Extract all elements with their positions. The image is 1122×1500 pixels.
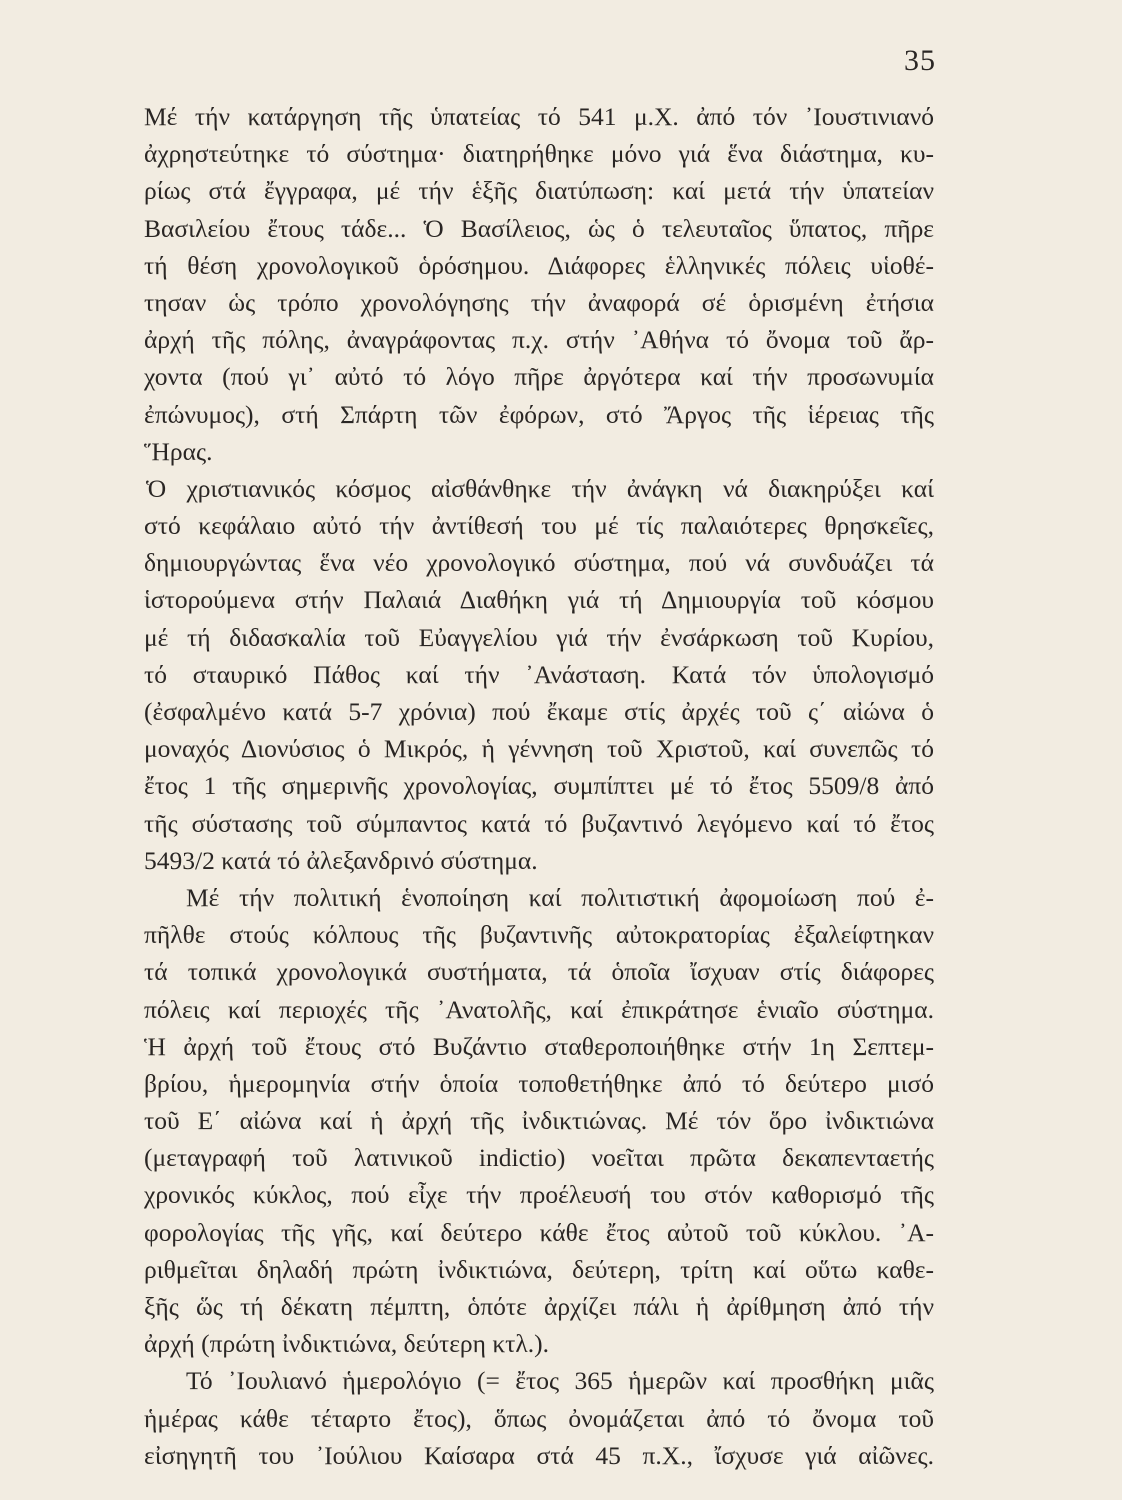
text-line: 5493/2 κατά τό ἀλεξανδρινό σύστημα. (144, 845, 538, 875)
paragraph-start: Ὁ χριστιανικός κόσμος αἰσθάνθηκε τήν ἀνάγκη νά διακηρύξει καί (146, 473, 934, 503)
text-line: ξῆς ὥς τή δέκατη πέμπτη, ὁπότε ἀρχίζει πάλι ἡ ἀρίθμηση ἀπό τήν (144, 1292, 934, 1321)
text-line: μοναχός Διονύσιος ὁ Μικρός, ἡ γέννηση τοῦ Χριστοῦ, καί συνεπῶς τό (144, 734, 934, 764)
text-line: ἐπώνυμος), στή Σπάρτη τῶν ἐφόρων, στό Ἄργος τῆς ἱέρειας τῆς (144, 399, 934, 429)
text-line: πῆλθε στούς κόλπους τῆς βυζαντινῆς αὐτοκρατορίας ἐξαλείφτηκαν (144, 920, 934, 950)
text-line: στό κεφάλαιο αὐτό τήν ἀντίθεσή του μέ τίς παλαιότερες θρησκεῖες, (144, 511, 934, 541)
paragraph-start: Τό ᾿Ιουλιανό ἡμερολόγιο (= ἔτος 365 ἡμερῶν καί προσθήκη μιᾶς (186, 1366, 934, 1396)
text-line: δημιουργώντας ἕνα νέο χρονολογικό σύστημα, πού νά συνδυάζει τά (144, 548, 934, 578)
text-line: τά τοπικά χρονολογικά συστήματα, τά ὁποῖα ἴσχυαν στίς διάφορες (144, 957, 934, 987)
text-line: εἰσηγητῆ του ᾿Ιούλιου Καίσαρα στά 45 π.Χ., ἴσχυσε γιά αἰῶνες. (144, 1440, 934, 1470)
text-line: τή θέση χρονολογικοῦ ὁρόσημου. Διάφορες ἑλληνικές πόλεις υἱοθέ- (144, 250, 934, 280)
text-line: ἔτος 1 τῆς σημερινῆς χρονολογίας, συμπίπτει μέ τό ἔτος 5509/8 ἀπό (144, 771, 934, 801)
text-line: ἀρχή (πρώτη ἰνδικτιώνα, δεύτερη κτλ.). (144, 1329, 550, 1359)
text-line: βρίου, ἡμερομηνία στήν ὁποία τοποθετήθηκε ἀπό τό δεύτερο μισό (144, 1068, 934, 1098)
text-line: Μέ τήν κατάργηση τῆς ὑπατείας τό 541 μ.Χ. ἀπό τόν ᾿Ιουστινιανό (144, 102, 934, 131)
text-line: πόλεις καί περιοχές τῆς ᾿Ανατολῆς, καί ἐπικράτησε ἑνιαῖο σύστημα. (144, 994, 934, 1024)
text-line: Ἥρας. (144, 436, 213, 466)
text-line: Ἡ ἀρχή τοῦ ἔτους στό Βυζάντιο σταθεροποιήθηκε στήν 1η Σεπτεμ- (144, 1031, 934, 1061)
text-line: (ἐσφαλμένο κατά 5-7 χρόνια) πού ἔκαμε στίς ἀρχές τοῦ ς΄ αἰώνα ὁ (144, 697, 934, 726)
text-line: τό σταυρικό Πάθος καί τήν ᾿Ανάσταση. Κατά τόν ὑπολογισμό (144, 659, 934, 689)
text-line: μέ τή διδασκαλία τοῦ Εὐαγγελίου γιά τήν ἐνσάρκωση τοῦ Κυρίου, (144, 622, 934, 652)
text-line: τῆς σύστασης τοῦ σύμπαντος κατά τό βυζαντινό λεγόμενο καί τό ἔτος (144, 808, 934, 838)
text-line: τοῦ Ε΄ αἰώνα καί ἡ ἀρχή τῆς ἰνδικτιώνας. Μέ τόν ὅρο ἰνδικτιώνα (144, 1106, 934, 1136)
text-line: τησαν ὡς τρόπο χρονολόγησης τήν ἀναφορά σέ ὁρισμένη ἐτήσια (144, 287, 934, 317)
paragraph-start: Μέ τήν πολιτική ἑνοποίηση καί πολιτιστική ἀφομοίωση πού ἐ- (186, 882, 934, 912)
text-line: ἱστορούμενα στήν Παλαιά Διαθήκη γιά τή Δημιουργία τοῦ κόσμου (144, 585, 934, 615)
text-line: ριθμεῖται δηλαδή πρώτη ἰνδικτιώνα, δεύτερη, τρίτη καί οὕτω καθε- (144, 1254, 934, 1284)
text-line: (μεταγραφή τοῦ λατινικοῦ indictio) νοεῖται πρῶτα δεκαπενταετής (144, 1143, 934, 1173)
text-line: χρονικός κύκλος, πού εἶχε τήν προέλευσή του στόν καθορισμό τῆς (144, 1180, 934, 1210)
text-line: ρίως στά ἔγγραφα, μέ τήν ἑξῆς διατύπωση: καί μετά τήν ὑπατείαν (144, 176, 934, 206)
page-number: 35 (904, 44, 936, 77)
text-line: ἡμέρας κάθε τέταρτο ἔτος), ὅπως ὀνομάζεται ἀπό τό ὄνομα τοῦ (144, 1403, 934, 1433)
text-line: φορολογίας τῆς γῆς, καί δεύτερο κάθε ἔτος αὐτοῦ τοῦ κύκλου. ᾿Α- (144, 1217, 934, 1247)
text-line: χοντα (πού γι᾿ αὐτό τό λόγο πῆρε ἀργότερα καί τήν προσωνυμία (144, 362, 934, 392)
text-line: ἀχρηστεύτηκε τό σύστημα· διατηρήθηκε μόνο γιά ἕνα διάστημα, κυ- (144, 139, 934, 169)
text-line: Βασιλείου ἔτους τάδε... Ὁ Βασίλειος, ὡς ὁ τελευταῖος ὕπατος, πῆρε (144, 213, 934, 243)
text-line: ἀρχή τῆς πόλης, ἀναγράφοντας π.χ. στήν ᾿Αθήνα τό ὄνομα τοῦ ἄρ- (144, 325, 934, 355)
body-text (144, 98, 934, 1474)
